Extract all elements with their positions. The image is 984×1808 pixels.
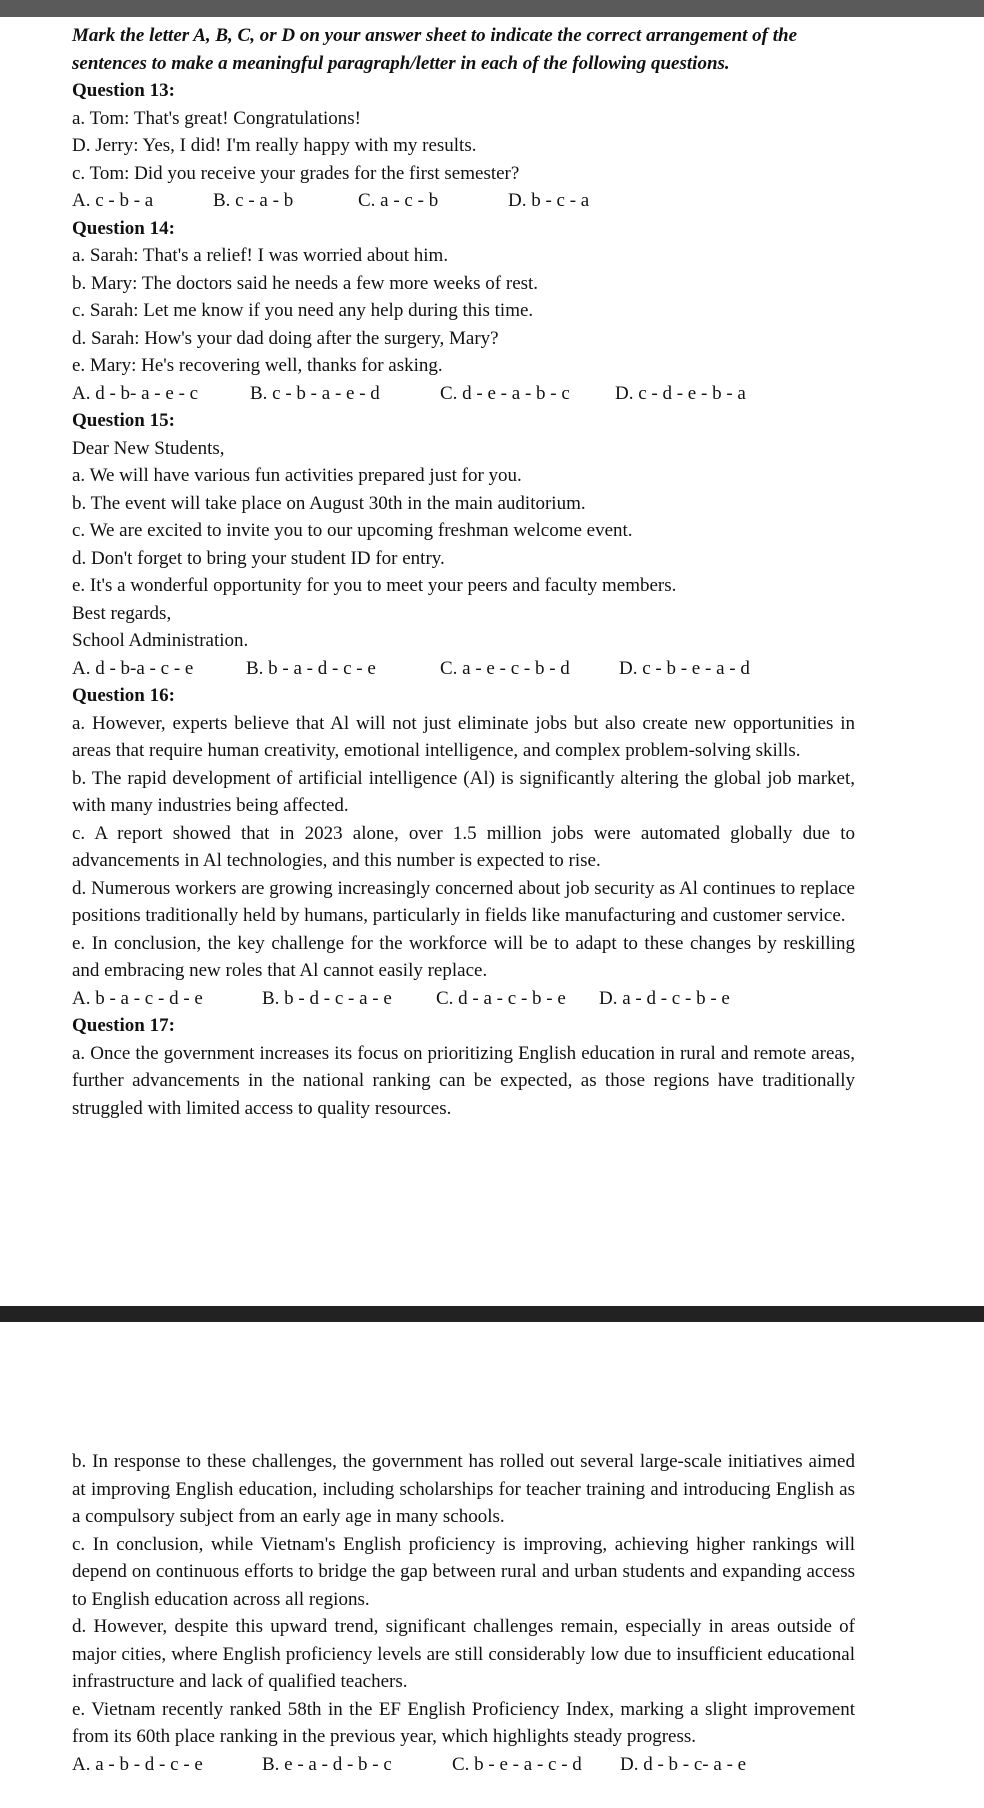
- q16-line-c: c. A report showed that in 2023 alone, over 1.5 million jobs were automated globally due to advancements in Al technologies, and this number is expected to rise.: [72, 822, 855, 871]
- q17-option-d: D. d - b - c- a - e: [620, 1753, 747, 1775]
- q16-option-d: D. a - d - c - b - e: [599, 987, 730, 1009]
- q17-option-a: A. a - b - d - c - e: [72, 1753, 203, 1775]
- q17-option-b: B. e - a - d - b - c: [262, 1753, 392, 1775]
- q17-line-e: e. Vietnam recently ranked 58th in the EF English Proficiency Index, marking a slight improvement from its 60th place ranking in the previous year, which highlights steady progress.: [72, 1698, 855, 1747]
- q15-line-c: c. We are excited to invite you to our upcoming freshman welcome event.: [72, 520, 633, 541]
- q13-line-c: c. Tom: Did you receive your grades for the first semester?: [72, 162, 520, 184]
- page-1-content: [72, 22, 855, 1122]
- q14-option-b: B. c - b - a - e - d: [250, 382, 380, 404]
- q14-option-a: A. d - b- a - e - c: [72, 382, 199, 404]
- q17-line-a: a. Once the government increases its focus on prioritizing English education in rural and remote areas, further advancements in the national ranking can be expected, as those regions have traditionally struggled with limited access to quality resources.: [72, 1042, 855, 1119]
- q16-option-a: A. b - a - c - d - e: [72, 987, 203, 1009]
- q14-line-c: c. Sarah: Let me know if you need any help during this time.: [72, 300, 534, 321]
- q13-option-d: D. b - c - a: [508, 190, 590, 211]
- q15-line-d: d. Don't forget to bring your student ID for entry.: [72, 547, 445, 569]
- q14-line-a: a. Sarah: That's a relief! I was worried about him.: [72, 245, 449, 266]
- q15-option-a: A. d - b-a - c - e: [72, 657, 194, 679]
- q15-line-b: b. The event will take place on August 30th in the main auditorium.: [72, 492, 586, 514]
- question-14-title: Question 14:: [72, 217, 175, 239]
- q13-option-a: A. c - b - a: [72, 190, 154, 211]
- question-13-title: Question 13:: [72, 80, 175, 101]
- q15-option-d: D. c - b - e - a - d: [619, 657, 750, 679]
- q15-line-e: e. It's a wonderful opportunity for you to meet your peers and faculty members.: [72, 575, 677, 596]
- q16-line-a: a. However, experts believe that Al will not just eliminate jobs but also create new opportunities in areas that require human creativity, emotional intelligence, and complex problem-solving skills.: [72, 712, 855, 761]
- q13-line-a: a. Tom: That's great! Congratulations!: [72, 107, 361, 129]
- q15-salutation: Dear New Students,: [72, 437, 225, 459]
- q14-line-d: d. Sarah: How's your dad doing after the surgery, Mary?: [72, 327, 499, 349]
- q14-line-e: e. Mary: He's recovering well, thanks for asking.: [72, 355, 443, 376]
- q15-option-c: C. a - e - c - b - d: [440, 657, 570, 679]
- q15-options: [72, 655, 855, 683]
- q16-option-b: B. b - d - c - a - e: [262, 987, 392, 1009]
- q14-option-c: C. d - e - a - b - c: [440, 382, 570, 404]
- q17-line-d: d. However, despite this upward trend, significant challenges remain, especially in areas outside of major cities, where English proficiency levels are still considerably low due to insufficient educational infrastructure and lack of qualified teachers.: [72, 1616, 855, 1692]
- q17-option-c: C. b - e - a - c - d: [452, 1753, 582, 1775]
- q13-option-c: C. a - c - b: [358, 190, 439, 211]
- q16-option-c: C. d - a - c - b - e: [436, 987, 566, 1009]
- question-15-title: Question 15:: [72, 410, 175, 431]
- q16-line-d: d. Numerous workers are growing increasingly concerned about job security as Al continues to replace positions traditionally held by humans, particularly in fields like manufacturing and customer service.: [72, 877, 855, 926]
- q16-options: [72, 985, 855, 1013]
- q15-line-a: a. We will have various fun activities prepared just for you.: [72, 465, 522, 486]
- q14-line-b: b. Mary: The doctors said he needs a few more weeks of rest.: [72, 272, 539, 294]
- page-separator: [0, 1306, 984, 1322]
- question-16-title: Question 16:: [72, 685, 175, 706]
- q17-options: [72, 1751, 855, 1779]
- q13-options: [72, 187, 855, 215]
- q16-line-b: b. The rapid development of artificial intelligence (Al) is significantly altering the global job market, with many industries being affected.: [72, 767, 855, 816]
- q16-line-e: e. In conclusion, the key challenge for the workforce will be to adapt to these changes by reskilling and embracing new roles that Al cannot easily replace.: [72, 932, 855, 981]
- q15-option-b: B. b - a - d - c - e: [246, 657, 376, 679]
- q14-options: [72, 380, 855, 408]
- page-2-content: [72, 1448, 855, 1778]
- q17-line-b: b. In response to these challenges, the government has rolled out several large-scale initiatives aimed at improving English education, including scholarships for teacher training and introducing English as a compulsory subject from an early age in many schools.: [72, 1451, 855, 1527]
- q17-line-c: c. In conclusion, while Vietnam's English proficiency is improving, achieving higher rankings will depend on continuous efforts to bridge the gap between rural and urban students and expanding access to English education across all regions.: [72, 1533, 855, 1610]
- q13-line-b: D. Jerry: Yes, I did! I'm really happy with my results.: [72, 135, 477, 156]
- viewer-top-bar: [0, 0, 984, 17]
- q15-signature: School Administration.: [72, 630, 249, 651]
- question-17-title: Question 17:: [72, 1015, 175, 1036]
- instruction: Mark the letter A, B, C, or D on your answer sheet to indicate the correct arrangement of the sentences to make a meaningful paragraph/letter in each of the following questions.: [72, 25, 798, 74]
- q14-option-d: D. c - d - e - b - a: [615, 382, 746, 404]
- q13-option-b: B. c - a - b: [213, 190, 294, 211]
- q15-closing: Best regards,: [72, 602, 172, 624]
